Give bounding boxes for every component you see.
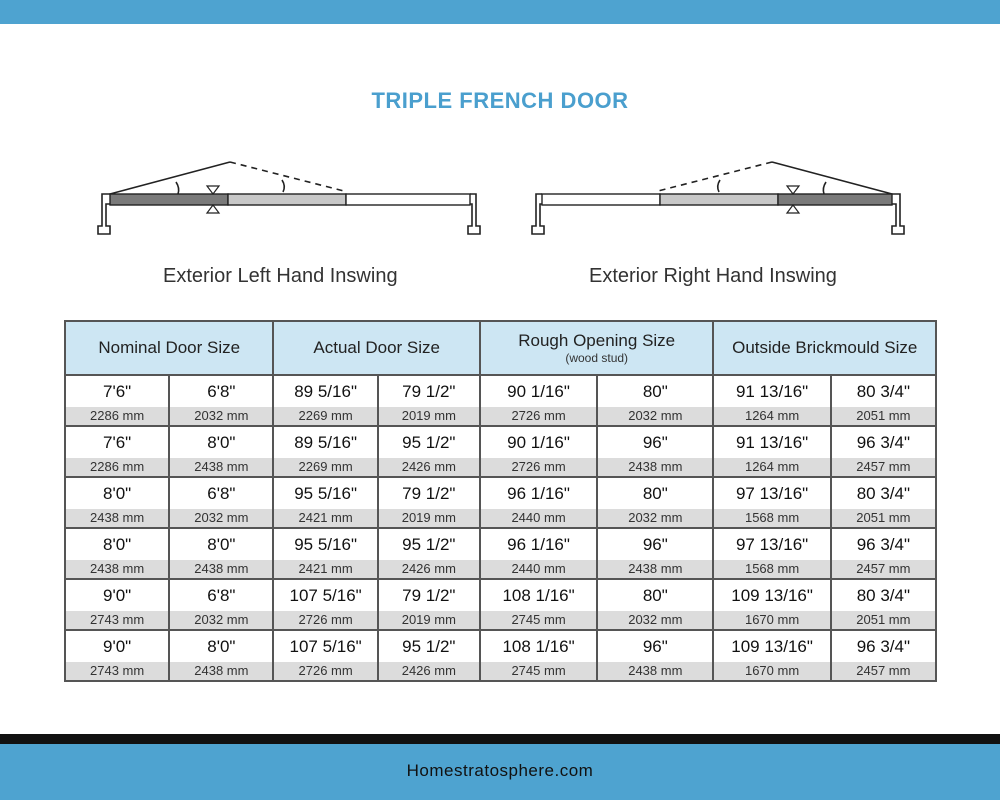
imperial-value: 96 3/4"	[856, 433, 910, 452]
imperial-value: 80 3/4"	[856, 586, 910, 605]
metric-value: 1264 mm	[714, 458, 829, 476]
top-accent-bar	[0, 0, 1000, 24]
metric-value: 2426 mm	[379, 662, 479, 680]
header-nominal-door-size: Nominal Door Size	[65, 321, 273, 375]
cell-rough-opening-height	[597, 528, 713, 579]
metric-value: 1670 mm	[714, 662, 829, 680]
cell-brickmould-width	[713, 630, 830, 681]
imperial-value: 9'0"	[103, 586, 132, 605]
metric-value: 2726 mm	[481, 407, 596, 425]
metric-value: 2743 mm	[66, 662, 168, 680]
cell-nominal-height	[169, 477, 273, 528]
imperial-value: 90 1/16"	[507, 433, 570, 452]
metric-value: 2051 mm	[832, 407, 935, 425]
imperial-value: 8'0"	[103, 535, 132, 554]
cell-actual-width	[273, 477, 377, 528]
cell-brickmould-width	[713, 528, 830, 579]
cell-actual-width	[273, 630, 377, 681]
metric-value: 2726 mm	[274, 611, 376, 629]
cell-actual-height	[378, 630, 480, 681]
metric-value: 2269 mm	[274, 407, 376, 425]
metric-value: 2438 mm	[66, 509, 168, 527]
metric-value: 2286 mm	[66, 407, 168, 425]
imperial-value: 79 1/2"	[402, 484, 456, 503]
table-row	[65, 630, 936, 681]
metric-value: 2269 mm	[274, 458, 376, 476]
cell-actual-height	[378, 375, 480, 426]
metric-value: 2032 mm	[170, 509, 272, 527]
metric-value: 2440 mm	[481, 509, 596, 527]
metric-value: 2438 mm	[598, 560, 712, 578]
cell-actual-width	[273, 528, 377, 579]
metric-value: 1670 mm	[714, 611, 829, 629]
footer-bar	[0, 744, 1000, 800]
metric-value: 2019 mm	[379, 407, 479, 425]
metric-value: 1264 mm	[714, 407, 829, 425]
cell-actual-width	[273, 426, 377, 477]
cell-rough-opening-height	[597, 630, 713, 681]
imperial-value: 89 5/16"	[294, 433, 357, 452]
metric-value: 2438 mm	[170, 662, 272, 680]
imperial-value: 96 3/4"	[856, 637, 910, 656]
metric-value: 2051 mm	[832, 509, 935, 527]
imperial-value: 6'8"	[207, 382, 236, 401]
table-row	[65, 528, 936, 579]
metric-value: 2438 mm	[170, 458, 272, 476]
door-size-table	[64, 320, 937, 682]
cell-rough-opening-width	[480, 375, 597, 426]
metric-value: 2726 mm	[481, 458, 596, 476]
cell-rough-opening-height	[597, 477, 713, 528]
imperial-value: 97 13/16"	[735, 484, 809, 503]
table-header-row	[65, 321, 936, 375]
imperial-value: 107 5/16"	[289, 586, 362, 605]
header-outside-brickmould-size: Outside Brickmould Size	[713, 321, 936, 375]
cell-brickmould-width	[713, 579, 830, 630]
cell-actual-width	[273, 375, 377, 426]
metric-value: 2286 mm	[66, 458, 168, 476]
cell-rough-opening-width	[480, 528, 597, 579]
cell-brickmould-height	[831, 477, 936, 528]
cell-brickmould-width	[713, 375, 830, 426]
cell-actual-height	[378, 579, 480, 630]
imperial-value: 107 5/16"	[289, 637, 362, 656]
imperial-value: 96"	[642, 637, 668, 656]
cell-nominal-width	[65, 528, 169, 579]
cell-brickmould-width	[713, 426, 830, 477]
imperial-value: 109 13/16"	[731, 637, 813, 656]
metric-value: 2421 mm	[274, 560, 376, 578]
header-rough-opening-subtitle: (wood stud)	[565, 351, 629, 365]
imperial-value: 6'8"	[207, 484, 236, 503]
imperial-value: 9'0"	[103, 637, 132, 656]
footer-site-name: Homestratosphere.com	[406, 761, 594, 780]
table-row	[65, 579, 936, 630]
metric-value: 1568 mm	[714, 509, 829, 527]
imperial-value: 97 13/16"	[735, 535, 809, 554]
cell-nominal-width	[65, 375, 169, 426]
cell-brickmould-height	[831, 579, 936, 630]
cell-brickmould-height	[831, 528, 936, 579]
table-row	[65, 477, 936, 528]
right-inswing-caption: Exterior Right Hand Inswing	[589, 265, 837, 287]
metric-value: 2032 mm	[170, 611, 272, 629]
imperial-value: 79 1/2"	[402, 382, 456, 401]
imperial-value: 108 1/16"	[502, 586, 575, 605]
imperial-value: 8'0"	[207, 637, 236, 656]
metric-value: 2745 mm	[481, 611, 596, 629]
metric-value: 2438 mm	[170, 560, 272, 578]
metric-value: 2032 mm	[598, 611, 712, 629]
metric-value: 2051 mm	[832, 611, 935, 629]
imperial-value: 90 1/16"	[507, 382, 570, 401]
metric-value: 2426 mm	[379, 560, 479, 578]
metric-value: 2438 mm	[598, 662, 712, 680]
imperial-value: 80"	[642, 586, 668, 605]
imperial-value: 80 3/4"	[856, 484, 910, 503]
imperial-value: 96"	[642, 535, 668, 554]
right-inswing-diagram	[520, 150, 910, 250]
imperial-value: 95 5/16"	[294, 535, 357, 554]
cell-nominal-height	[169, 579, 273, 630]
metric-value: 2457 mm	[832, 662, 935, 680]
cell-brickmould-height	[831, 375, 936, 426]
metric-value: 2457 mm	[832, 560, 935, 578]
footer-divider	[0, 734, 1000, 744]
cell-actual-height	[378, 477, 480, 528]
imperial-value: 6'8"	[207, 586, 236, 605]
cell-rough-opening-width	[480, 426, 597, 477]
metric-value: 2421 mm	[274, 509, 376, 527]
metric-value: 2743 mm	[66, 611, 168, 629]
page-title: TRIPLE FRENCH DOOR	[371, 88, 629, 113]
metric-value: 2745 mm	[481, 662, 596, 680]
cell-nominal-width	[65, 630, 169, 681]
imperial-value: 8'0"	[207, 433, 236, 452]
cell-nominal-height	[169, 375, 273, 426]
imperial-value: 89 5/16"	[294, 382, 357, 401]
imperial-value: 7'6"	[103, 382, 132, 401]
table-row	[65, 426, 936, 477]
metric-value: 2426 mm	[379, 458, 479, 476]
imperial-value: 96"	[642, 433, 668, 452]
cell-brickmould-height	[831, 426, 936, 477]
metric-value: 1568 mm	[714, 560, 829, 578]
imperial-value: 95 1/2"	[402, 637, 456, 656]
cell-rough-opening-width	[480, 477, 597, 528]
metric-value: 2032 mm	[170, 407, 272, 425]
cell-rough-opening-width	[480, 630, 597, 681]
metric-value: 2438 mm	[598, 458, 712, 476]
imperial-value: 79 1/2"	[402, 586, 456, 605]
metric-value: 2019 mm	[379, 509, 479, 527]
cell-actual-width	[273, 579, 377, 630]
cell-brickmould-width	[713, 477, 830, 528]
cell-nominal-height	[169, 528, 273, 579]
cell-brickmould-height	[831, 630, 936, 681]
header-rough-opening-size: Rough Opening Size (wood stud)	[480, 321, 714, 375]
imperial-value: 95 1/2"	[402, 535, 456, 554]
imperial-value: 91 13/16"	[735, 433, 809, 452]
header-actual-door-size: Actual Door Size	[273, 321, 479, 375]
imperial-value: 80 3/4"	[856, 382, 910, 401]
cell-nominal-height	[169, 630, 273, 681]
cell-nominal-width	[65, 477, 169, 528]
table-row	[65, 375, 936, 426]
metric-value: 2019 mm	[379, 611, 479, 629]
imperial-value: 7'6"	[103, 433, 132, 452]
imperial-value: 95 1/2"	[402, 433, 456, 452]
imperial-value: 8'0"	[103, 484, 132, 503]
imperial-value: 8'0"	[207, 535, 236, 554]
imperial-value: 95 5/16"	[294, 484, 357, 503]
imperial-value: 96 1/16"	[507, 484, 570, 503]
cell-actual-height	[378, 426, 480, 477]
cell-rough-opening-height	[597, 375, 713, 426]
cell-rough-opening-height	[597, 579, 713, 630]
imperial-value: 91 13/16"	[735, 382, 809, 401]
left-inswing-diagram	[92, 150, 482, 250]
imperial-value: 80"	[642, 382, 668, 401]
imperial-value: 96 1/16"	[507, 535, 570, 554]
metric-value: 2438 mm	[66, 560, 168, 578]
cell-nominal-height	[169, 426, 273, 477]
metric-value: 2457 mm	[832, 458, 935, 476]
left-inswing-caption: Exterior Left Hand Inswing	[163, 265, 398, 287]
cell-rough-opening-width	[480, 579, 597, 630]
imperial-value: 109 13/16"	[731, 586, 813, 605]
metric-value: 2032 mm	[598, 509, 712, 527]
metric-value: 2032 mm	[598, 407, 712, 425]
metric-value: 2726 mm	[274, 662, 376, 680]
metric-value: 2440 mm	[481, 560, 596, 578]
imperial-value: 108 1/16"	[502, 637, 575, 656]
cell-nominal-width	[65, 426, 169, 477]
cell-rough-opening-height	[597, 426, 713, 477]
cell-nominal-width	[65, 579, 169, 630]
imperial-value: 96 3/4"	[856, 535, 910, 554]
imperial-value: 80"	[642, 484, 668, 503]
cell-actual-height	[378, 528, 480, 579]
